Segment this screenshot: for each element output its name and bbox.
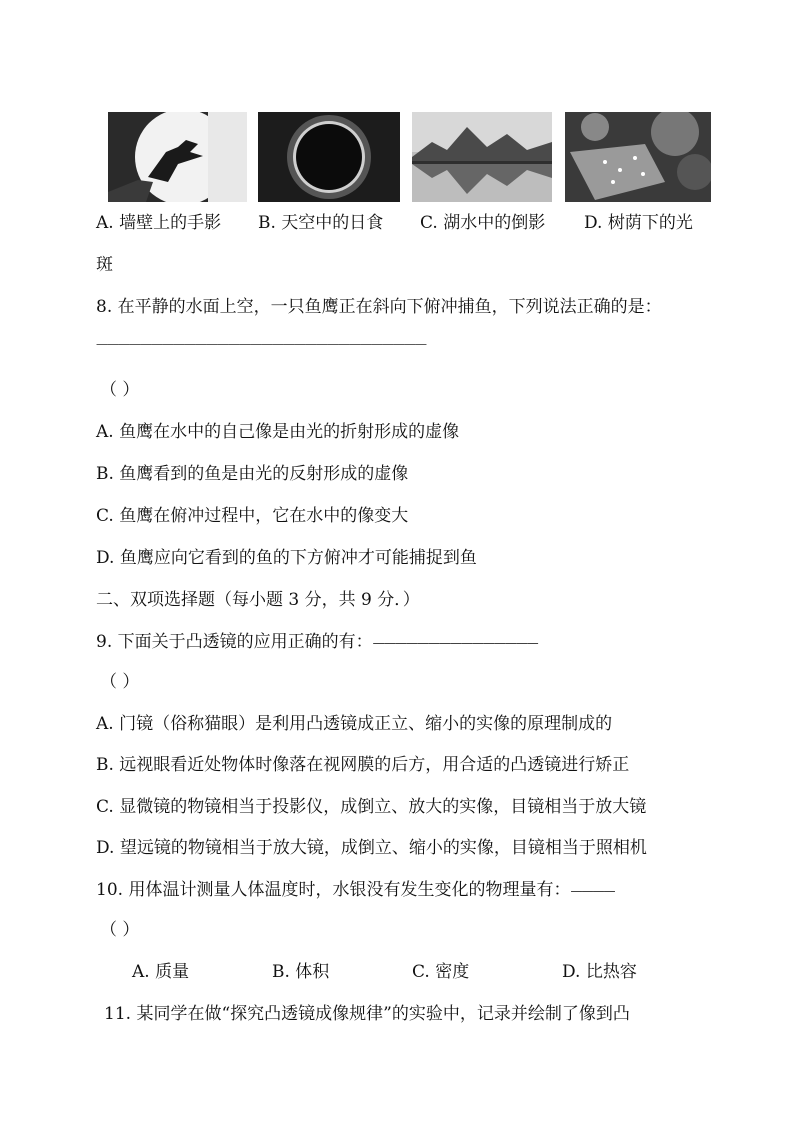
- q10-option-d: D. 比热容: [562, 962, 637, 982]
- q10-bracket: （ ）: [100, 920, 140, 940]
- q10-options-row: [132, 960, 652, 984]
- q9-option-a: A. 门镜（俗称猫眼）是利用凸透镜成正立、缩小的实像的原理制成的: [96, 714, 613, 734]
- q8-option-b: B. 鱼鹰看到的鱼是由光的反射形成的虚像: [96, 464, 409, 484]
- photo-label-d: D. 树荫下的光: [584, 213, 693, 233]
- q10-option-a: A. 质量: [132, 962, 190, 982]
- q9-option-b: B. 远视眼看近处物体时像落在视网膜的后方，用合适的凸透镜进行矫正: [96, 755, 630, 775]
- q9-answer-line: ———————————————: [372, 636, 538, 650]
- section-heading: 二、双项选择题（每小题 3 分，共 9 分．）: [96, 590, 420, 610]
- q9-bracket: （ ）: [100, 672, 140, 692]
- q8-option-d: D. 鱼鹰应向它看到的鱼的下方俯冲才可能捕捉到鱼: [96, 548, 477, 568]
- photo-labels-row: [96, 211, 716, 235]
- solar-eclipse-photo: [258, 112, 400, 202]
- q8-option-c: C. 鱼鹰在俯冲过程中，它在水中的像变大: [96, 506, 409, 526]
- q10-answer-line: ————: [570, 884, 615, 898]
- hand-shadow-photo: [108, 112, 247, 202]
- tree-shade-light-spots-photo: [565, 112, 711, 202]
- photo-label-c: C. 湖水中的倒影: [420, 213, 546, 233]
- q9-stem: 9. 下面关于凸透镜的应用正确的有：: [96, 632, 373, 652]
- q9-option-c: C. 显微镜的物镜相当于投影仪，成倒立、放大的实像，目镜相当于放大镜: [96, 797, 647, 817]
- q10-stem-row: [96, 878, 614, 903]
- photo-label-d-wrap: 斑: [96, 255, 113, 275]
- q8-option-a: A. 鱼鹰在水中的自己像是由光的折射形成的虚像: [96, 422, 460, 442]
- q8-answer-line: ——————————————————————————————: [96, 337, 426, 351]
- photo-label-b: B. 天空中的日食: [258, 213, 384, 233]
- q9-option-d: D. 望远镜的物镜相当于放大镜，成倒立、缩小的实像，目镜相当于照相机: [96, 838, 647, 858]
- q8-stem: 8. 在平静的水面上空，一只鱼鹰正在斜向下俯冲捕鱼，下列说法正确的是：: [96, 297, 662, 317]
- q8-bracket: （ ）: [100, 380, 140, 400]
- q9-stem-row: [96, 630, 538, 655]
- q10-option-c: C. 密度: [412, 962, 470, 982]
- q10-stem: 10. 用体温计测量人体温度时，水银没有发生变化的物理量有：: [96, 880, 571, 900]
- q10-option-b: B. 体积: [272, 962, 330, 982]
- photo-label-a: A. 墙壁上的手影: [96, 213, 222, 233]
- q11-stem: 11. 某同学在做“探究凸透镜成像规律”的实验中，记录并绘制了像到凸: [104, 1004, 630, 1024]
- lake-reflection-photo: [412, 112, 552, 202]
